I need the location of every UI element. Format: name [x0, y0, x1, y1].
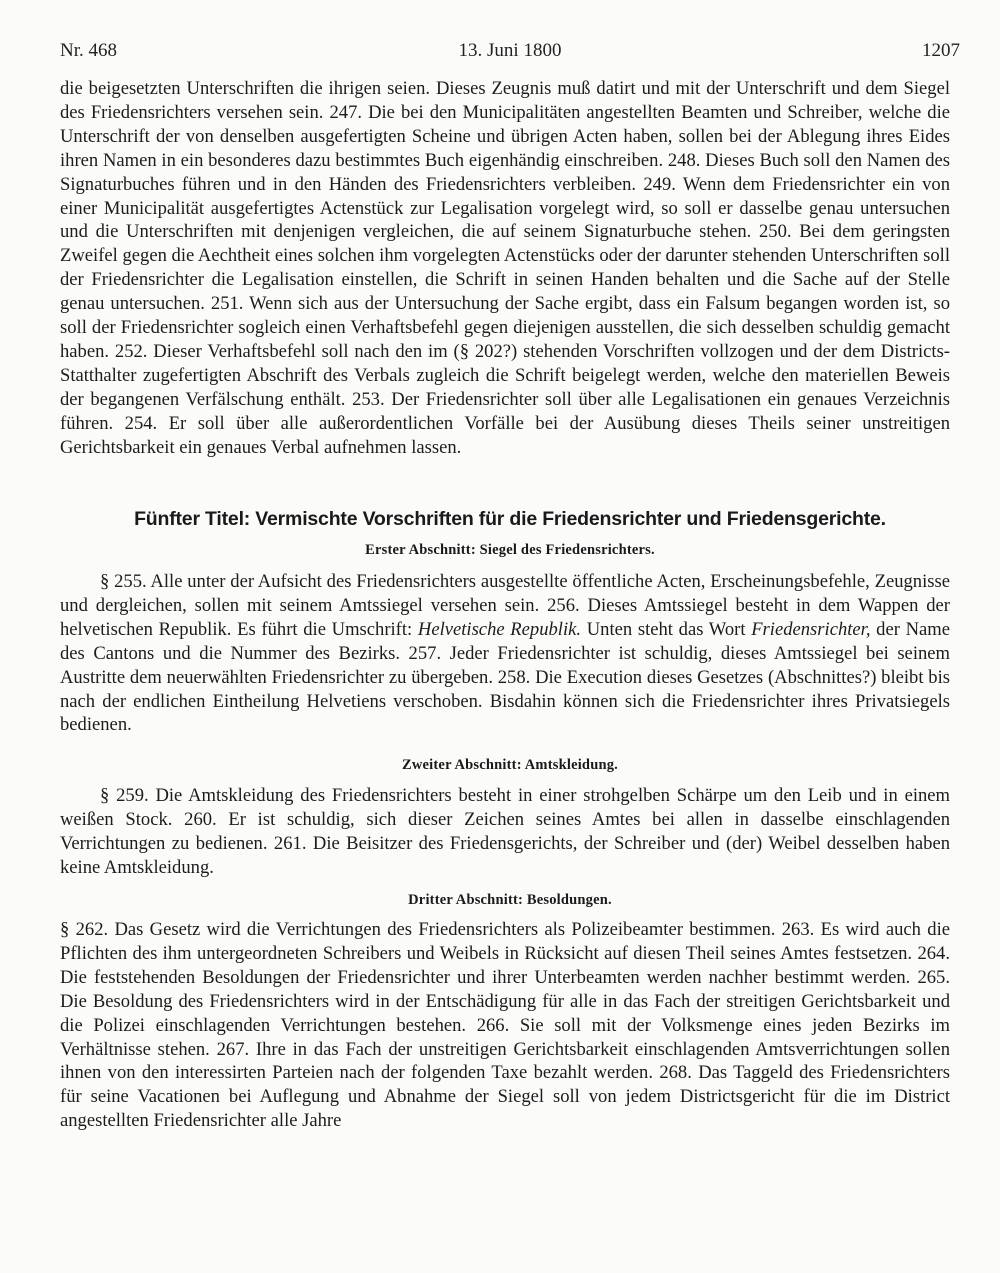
section-heading-seal: Erster Abschnitt: Siegel des Friedensrichters.: [365, 542, 655, 558]
section-salaries-paragraph: § 262. Das Gesetz wird die Verrichtungen des Friedensrichters als Polizeibeamter bestimmen. 263. Es wird auch die Pflichten des ihm untergeordneten Schreibers und Weibels in Rücksicht auf diesen Theil seines Amtes festsetzen. 264. Die feststehenden Besoldungen der Friedensrichter und ihrer Unterbeamten werden nachher bestimmt werden. 265. Die Besoldung des Friedensrichters wird in der Entschädigung für alle in das Fach der streitigen Gerichtsbarkeit und die Polizei einschlagenden Verrichtungen bestehen. 266. Sie soll mit der Volksmenge eines jeden Bezirks im Verhältnisse stehen. 267. Ihre in das Fach der unstreitigen Gerichtsbarkeit einschlagenden Amtsverrichtungen sollen ihnen von den interessirten Parteien nach der folgenden Taxe bezahlt werden. 268. Das Taggeld des Friedensrichters für seine Vacationen bei Auflegung und Abnahme der Siegel soll von jedem Districtsgericht für die im District angestellten Friedensrichter alle Jahre: [60, 919, 950, 1132]
page-header: [60, 40, 960, 70]
seal-inscription-italic: Helvetische Republik.: [417, 618, 582, 640]
section-seal-paragraph: [60, 570, 950, 737]
intro-paragraph: die beigesetzten Unterschriften die ihrigen seien. Dieses Zeugnis muß datirt und mit der Unterschrift und dem Siegel des Friedensrichters versehen sein. 247. Die bei den Municipalitäten angestellten Beamten und Schreiber, welche die Unterschrift der von denselben ausgefertigten Scheine und übrigen Acten haben, sollen bei der Ablegung ihres Eides ihren Namen in ein besonderes dazu bestimmtes Buch eigenhändig einschreiben. 248. Dieses Buch soll den Namen des Signaturbuches führen und in den Händen des Friedensrichters verbleiben. 249. Wenn dem Friedensrichter ein von einer Municipalität ausgefertigtes Actenstück zur Legalisation vorgelegt wird, so soll er dasselbe genau untersuchen und die Unterschriften mit denjenigen vergleichen, die auf seinem Signaturbuche stehen. 250. Bei dem geringsten Zweifel gegen die Aechtheit eines solchen ihm vorgelegten Actenstücks oder der darunter stehenden Unterschriften soll der Friedensrichter die Legalisation einstellen, die Schrift in seinen Handen behalten und die Sache auf der Stelle genau untersuchen. 251. Wenn sich aus der Untersuchung der Sache ergibt, dass ein Falsum begangen worden ist, so soll der Friedensrichter sogleich einen Verhaftsbefehl gegen diejenigen ausstellen, die sich desselben schuldig gemacht haben. 252. Dieser Verhaftsbefehl soll nach den im (§ 202?) stehenden Vorschriften vollzogen und der dem Districts-Statthalter zugefertigten Abschrift des Verbals zugleich die Schrift beigelegt werden, welche den materiellen Beweis der begangenen Verfälschung enthält. 253. Der Friedensrichter soll über alle Legalisationen ein genaues Verzeichnis führen. 254. Er soll über alle außerordentlichen Vorfälle bei der Ausübung dieses Theils seiner unstreitigen Gerichtsbarkeit ein genaues Verbal aufnehmen lassen.: [60, 78, 950, 458]
document-date: 13. Juni 1800: [458, 40, 562, 61]
seal-word-italic: Friedensrichter,: [751, 618, 871, 640]
page-number: 1207: [922, 40, 960, 61]
section-heading-salaries: Dritter Abschnitt: Besoldungen.: [408, 892, 612, 908]
seal-text-part3: der Name des Cantons und die Nummer des Bezirks. 257. Jeder Friedensrichter ist schuldig, dieses Amtssiegel bei seinem Austritte dem neuerwählten Friedensrichter zu übergeben. 258. Die Execution dieses Gesetzes (Abschnittes?) bleibt bis nach der endlichen Eintheilung Helvetiens verschoben. Bisdahin können sich die Friedensrichter ihres Privatsiegels bedienen.: [60, 618, 951, 736]
seal-text-part2: Unten steht das Wort: [581, 618, 752, 640]
section-heading-uniform: Zweiter Abschnitt: Amtskleidung.: [402, 757, 618, 773]
document-number: Nr. 468: [60, 40, 117, 61]
section-uniform-paragraph: § 259. Die Amtskleidung des Friedensrichters besteht in einer strohgelben Schärpe um den Leib und in einem weißen Stock. 260. Er ist schuldig, sich dieser Zeichen seines Amtes bei allen in dasselbe einschlagenden Verrichtungen zu bedienen. 261. Die Beisitzer des Friedensgerichts, der Schreiber und (der) Weibel desselben haben keine Amtskleidung.: [60, 785, 950, 878]
chapter-title: Fünfter Titel: Vermischte Vorschriften für die Friedensrichter und Friedensgerichte.: [134, 508, 886, 530]
seal-text-part1: § 255. Alle unter der Aufsicht des Friedensrichters ausgestellte öffentliche Acten, Erscheinungsbefehle, Zeugnisse und dergleichen, sollen mit seinem Amtssiegel versehen sein. 256. Dieses Amtssiegel besteht in dem Wappen der helvetischen Republik. Es führt die Umschrift:: [60, 571, 950, 640]
